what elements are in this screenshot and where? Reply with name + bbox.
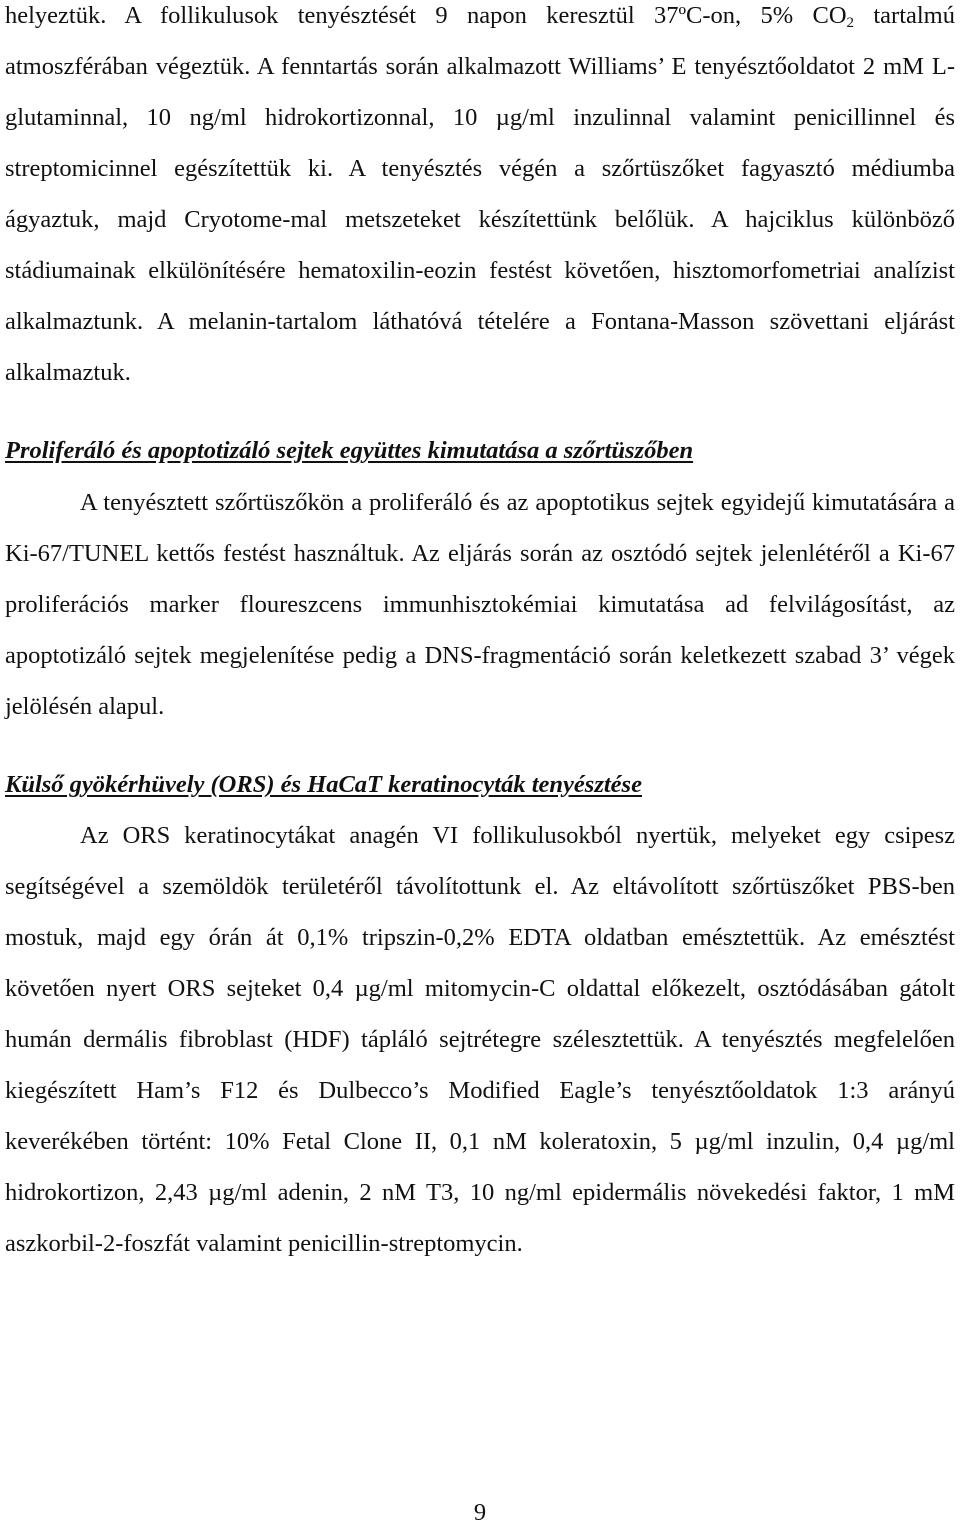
body-paragraph xyxy=(5,0,955,398)
document-page xyxy=(5,0,955,1269)
body-paragraph: Az ORS keratinocytákat anagén VI follikulusokból nyertük, melyeket egy csipesz segítségével a szemöldök területéről távolítottunk el. Az eltávolított szőrtüszőket PBS-ben mostuk, majd egy órán át 0,1% tripszin-0,2% EDTA oldatban emésztettük. Az emésztést követően nyert ORS sejteket 0,4 µg/ml mitomycin-C oldattal előkezelt, osztódásában gátolt humán dermális fibroblast (HDF) tápláló sejtrétegre szélesztettük. A tenyésztés megfelelően kiegészített Ham’s F12 és Dulbecco’s Modified Eagle’s tenyésztőoldatok 1:3 arányú keverékében történt: 10% Fetal Clone II, 0,1 nM koleratoxin, 5 µg/ml inzulin, 0,4 µg/ml hidrokortizon, 2,43 µg/ml adenin, 2 nM T3, 10 ng/ml epidermális növekedési faktor, 1 mM aszkorbil-2-foszfát valamint penicillin-streptomycin. xyxy=(5,822,955,1257)
paragraph-text-continued: tartalmú atmoszférában végeztük. A fenntartás során alkalmazott Williams’ E tenyésztőoldatot 2 mM L-glutaminnal, 10 ng/ml hidrokortizonnal, 10 µg/ml inzulinnal valamint penicillinnel és streptomicinnel egészítettük ki. A tenyésztés végén a szőrtüszőket fagyasztó médiumba ágyaztuk, majd Cryotome-mal metszeteket készítettünk belőlük. A hajciklus különböző stádiumainak elkülönítésére hematoxilin-eozin festést követően, hisztomorfometriai analízist alkalmaztunk. A melanin-tartalom láthatóvá tételére a Fontana-Masson szövettani eljárást alkalmaztuk. xyxy=(5,2,955,386)
section-heading: Proliferáló és apoptotizáló sejtek együttes kimutatása a szőrtüszőben xyxy=(5,437,694,464)
body-paragraph: A tenyésztett szőrtüszőkön a proliferáló és az apoptotikus sejtek egyidejű kimutatására a Ki-67/TUNEL kettős festést használtuk. Az eljárás során az osztódó sejtek jelenlétéről a Ki-67 proliferációs marker floureszcens immunhisztokémiai kimutatása ad felvilágosítást, az apoptotizáló sejtek megjelenítése pedig a DNS-fragmentáció során keletkezett szabad 3’ végek jelölésén alapul. xyxy=(5,489,955,720)
page-number: 9 xyxy=(473,1499,487,1526)
section-heading: Külső gyökérhüvely (ORS) és HaCaT keratinocyták tenyésztése xyxy=(5,771,642,798)
paragraph-text: helyeztük. A follikulusok tenyésztését 9 napon keresztül 37ºC-on, 5% CO xyxy=(5,2,847,29)
subscript: 2 xyxy=(846,15,855,31)
